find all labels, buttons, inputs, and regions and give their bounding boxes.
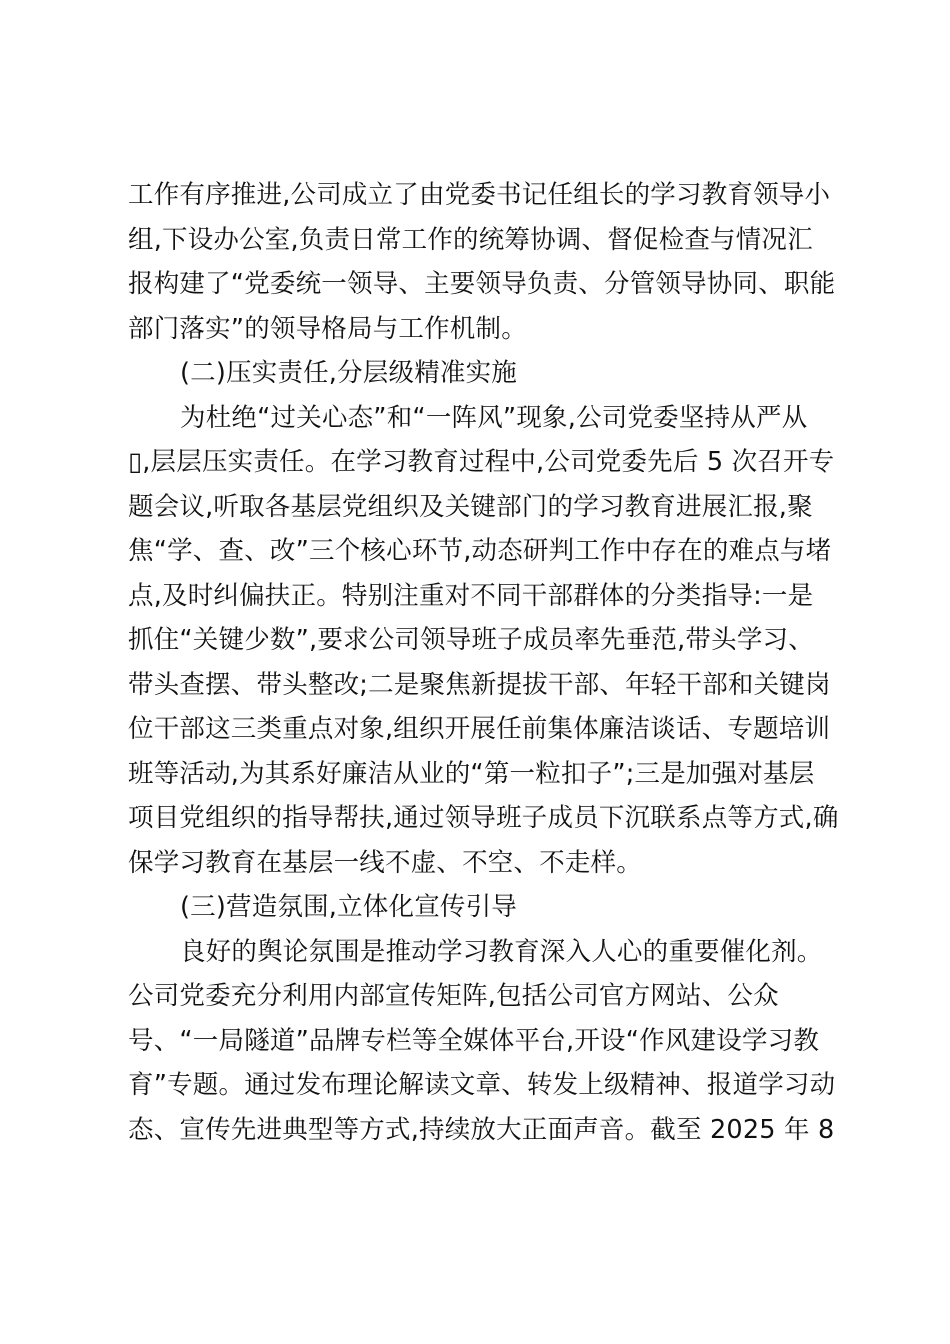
- section-heading: (二)压实责任,分层级精准实施: [180, 358, 518, 388]
- text-line: 点,及时纠偏扶正。特别注重对不同干部群体的分类指导:一是: [128, 580, 814, 611]
- text-line: 带头查摆、带头整改;二是聚焦新提拔干部、年轻干部和关键岗: [128, 669, 831, 700]
- document-body: [128, 173, 838, 1152]
- section-heading: (三)营造氛围,立体化宣传引导: [180, 892, 518, 922]
- text-line: 工作有序推进,公司成立了由党委书记任组长的学习教育领导小: [128, 180, 831, 210]
- text-line: 题会议,听取各基层党组织及关键部门的学习教育进展汇报,聚: [128, 491, 813, 522]
- text-line: 位干部这三类重点对象,组织开展任前集体廉洁谈话、专题培训: [128, 714, 831, 744]
- text-line: 报构建了“党委统一领导、主要领导负责、分管领导协同、职能: [128, 269, 836, 299]
- text-line: 良好的舆论氛围是推动学习教育深入人心的重要催化剂。: [180, 936, 823, 967]
- text-line: 号、“一局隧道”品牌专栏等全媒体平台,开设“作风建设学习教: [128, 1025, 820, 1056]
- text-line: 态、宣传先进典型等方式,持续放大正面声音。截至 2025 年 8: [128, 1114, 835, 1145]
- text-line: ▯,层层压实责任。在学习教育过程中,公司党委先后 5 次召开专: [128, 447, 835, 477]
- text-line: 抓住“关键少数”,要求公司领导班子成员率先垂范,带头学习、: [128, 625, 814, 655]
- text-line: 项目党组织的指导帮扶,通过领导班子成员下沉联系点等方式,确: [128, 803, 839, 833]
- text-line: 组,下设办公室,负责日常工作的统筹协调、督促检查与情况汇: [128, 224, 813, 255]
- text-line: 公司党委充分利用内部宣传矩阵,包括公司官方网站、公众: [128, 981, 779, 1011]
- text-line: 保学习教育在基层一线不虚、不空、不走样。: [128, 847, 643, 878]
- text-line: 育”专题。通过发布理论解读文章、转发上级精神、报道学习动: [128, 1070, 836, 1100]
- text-line: 为杜绝“过关心态”和“一阵风”现象,公司党委坚持从严从: [180, 402, 808, 433]
- text-line: 班等活动,为其系好廉洁从业的“第一粒扣子”;三是加强对基层: [128, 758, 815, 789]
- text-line: 部门落实”的领导格局与工作机制。: [128, 313, 527, 344]
- text-line: 焦“学、查、改”三个核心环节,动态研判工作中存在的难点与堵: [128, 536, 832, 566]
